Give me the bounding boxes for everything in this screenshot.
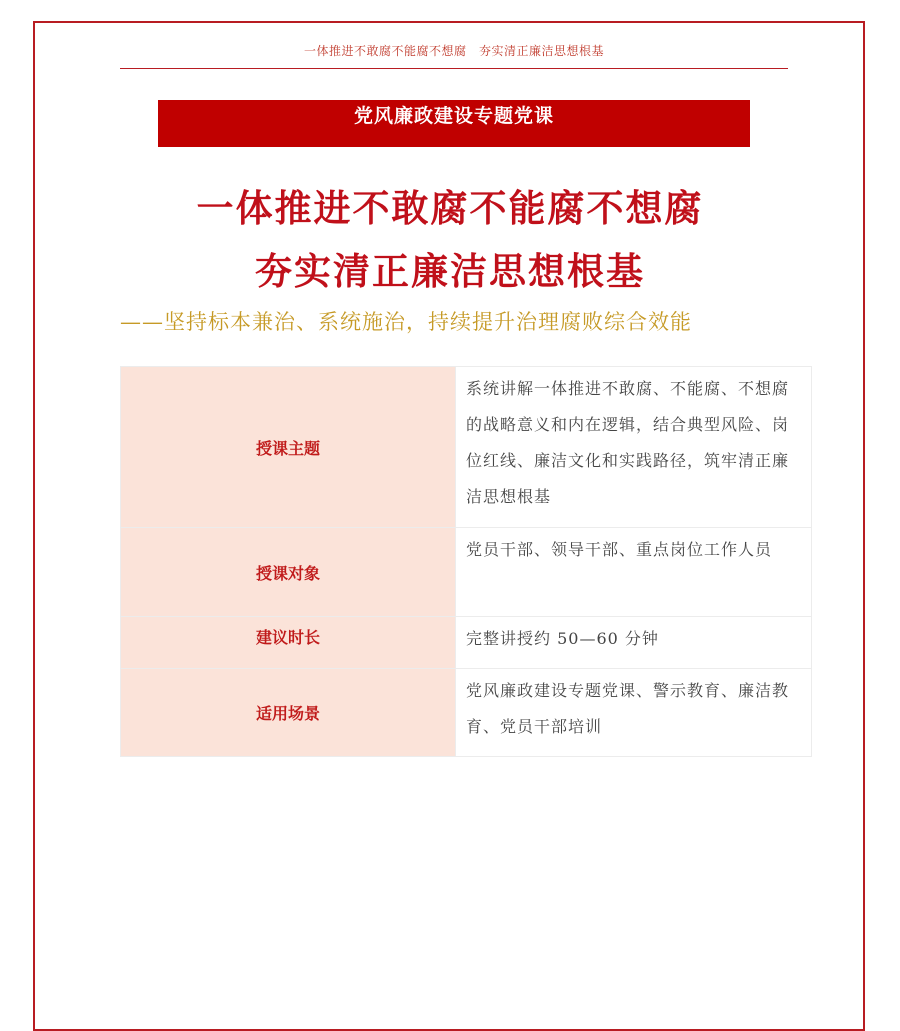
row-label: 建议时长 <box>121 617 456 669</box>
table-row <box>121 528 812 617</box>
header-divider <box>120 68 788 69</box>
row-value: 系统讲解一体推进不敢腐、不能腐、不想腐的战略意义和内在逻辑，结合典型风险、岗位红线、廉洁文化和实践路径，筑牢清正廉洁思想根基 <box>456 367 812 528</box>
course-info-table <box>120 366 812 757</box>
topic-banner: 党风廉政建设专题党课 <box>158 100 750 147</box>
table-row <box>121 617 812 669</box>
row-label: 适用场景 <box>121 669 456 757</box>
subtitle: ——坚持标本兼治、系统施治，持续提升治理腐败综合效能 <box>120 310 692 334</box>
table-row <box>121 669 812 757</box>
main-title-line-2: 夯实清正廉洁思想根基 <box>255 250 645 293</box>
row-label: 授课主题 <box>121 367 456 528</box>
row-value: 党员干部、领导干部、重点岗位工作人员 <box>456 528 812 617</box>
row-label: 授课对象 <box>121 528 456 617</box>
running-header: 一体推进不敢腐不能腐不想腐 夯实清正廉洁思想根基 <box>303 44 604 58</box>
row-value: 完整讲授约 50—60 分钟 <box>456 617 812 669</box>
row-value: 党风廉政建设专题党课、警示教育、廉洁教育、党员干部培训 <box>456 669 812 757</box>
main-title-line-1: 一体推进不敢腐不能腐不想腐 <box>196 187 704 230</box>
table-row <box>121 367 812 528</box>
